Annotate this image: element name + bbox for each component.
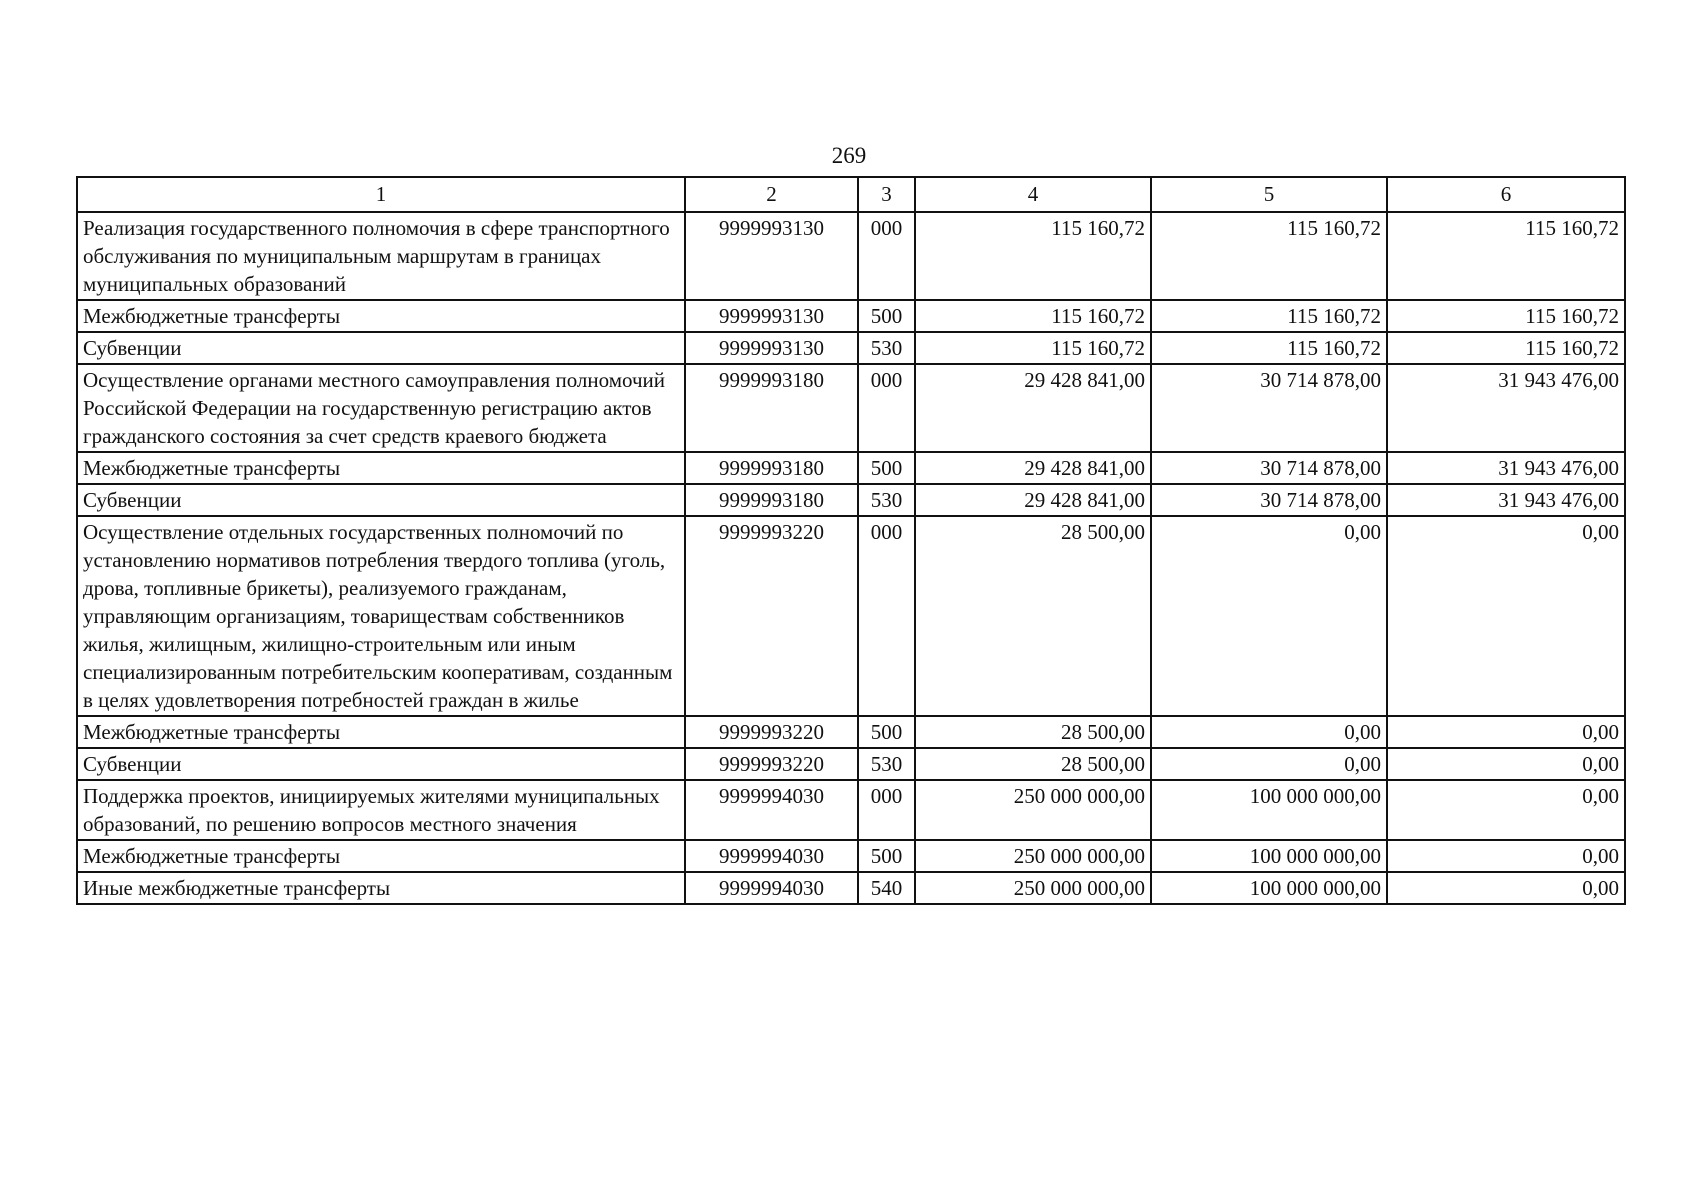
table-row (77, 716, 1625, 748)
target-article-code-cell: 9999993220 (685, 716, 858, 748)
amount-col4-cell: 28 500,00 (915, 516, 1151, 716)
target-article-code-cell: 9999993220 (685, 516, 858, 716)
table-header-row (77, 177, 1625, 212)
expense-kind-code-cell: 530 (858, 484, 915, 516)
page-number: 269 (831, 143, 867, 168)
budget-table (76, 176, 1626, 905)
amount-col6-cell: 115 160,72 (1387, 300, 1625, 332)
amount-col6-cell: 31 943 476,00 (1387, 364, 1625, 452)
amount-col5-cell: 0,00 (1151, 516, 1387, 716)
column-header: 4 (915, 177, 1151, 212)
expense-kind-code-cell: 000 (858, 364, 915, 452)
amount-col5-cell: 30 714 878,00 (1151, 452, 1387, 484)
amount-col4-cell: 115 160,72 (915, 300, 1151, 332)
amount-col5-cell: 115 160,72 (1151, 300, 1387, 332)
table-row (77, 452, 1625, 484)
amount-col4-cell: 29 428 841,00 (915, 484, 1151, 516)
table-row (77, 332, 1625, 364)
amount-col5-cell: 100 000 000,00 (1151, 872, 1387, 904)
amount-col5-cell: 0,00 (1151, 748, 1387, 780)
target-article-code-cell: 9999994030 (685, 840, 858, 872)
table-row (77, 300, 1625, 332)
amount-col4-cell: 115 160,72 (915, 332, 1151, 364)
amount-col6-cell: 0,00 (1387, 780, 1625, 840)
table-row (77, 484, 1625, 516)
amount-col5-cell: 115 160,72 (1151, 332, 1387, 364)
expense-name-cell: Субвенции (77, 748, 685, 780)
expense-name-cell: Осуществление органами местного самоуправления полномочий Российской Федерации на государственную регистрацию актов гражданского состояния за счет средств краевого бюджета (77, 364, 685, 452)
expense-kind-code-cell: 500 (858, 452, 915, 484)
expense-kind-code-cell: 500 (858, 300, 915, 332)
expense-kind-code-cell: 000 (858, 516, 915, 716)
expense-kind-code-cell: 500 (858, 716, 915, 748)
amount-col4-cell: 29 428 841,00 (915, 452, 1151, 484)
expense-name-cell: Реализация государственного полномочия в сфере транспортного обслуживания по муниципальным маршрутам в границах муниципальных образований (77, 212, 685, 300)
expense-name-cell: Межбюджетные трансферты (77, 300, 685, 332)
column-header: 5 (1151, 177, 1387, 212)
target-article-code-cell: 9999993220 (685, 748, 858, 780)
table-row (77, 364, 1625, 452)
expense-name-cell: Субвенции (77, 484, 685, 516)
amount-col4-cell: 28 500,00 (915, 716, 1151, 748)
expense-kind-code-cell: 530 (858, 748, 915, 780)
expense-kind-code-cell: 530 (858, 332, 915, 364)
expense-kind-code-cell: 000 (858, 780, 915, 840)
amount-col5-cell: 0,00 (1151, 716, 1387, 748)
column-header: 3 (858, 177, 915, 212)
amount-col6-cell: 0,00 (1387, 748, 1625, 780)
expense-name-cell: Иные межбюджетные трансферты (77, 872, 685, 904)
amount-col5-cell: 100 000 000,00 (1151, 780, 1387, 840)
expense-kind-code-cell: 540 (858, 872, 915, 904)
amount-col5-cell: 30 714 878,00 (1151, 364, 1387, 452)
amount-col5-cell: 30 714 878,00 (1151, 484, 1387, 516)
amount-col6-cell: 0,00 (1387, 840, 1625, 872)
expense-name-cell: Осуществление отдельных государственных полномочий по установлению нормативов потребления твердого топлива (уголь, дрова, топливные брикеты), реализуемого гражданам, управляющим организациям, товариществам собственников жилья, жилищным, жилищно-строительным или иным специализированным потребительским кооперативам, созданным в целях удовлетворения потребностей граждан в жилье (77, 516, 685, 716)
target-article-code-cell: 9999993180 (685, 452, 858, 484)
target-article-code-cell: 9999994030 (685, 872, 858, 904)
expense-kind-code-cell: 500 (858, 840, 915, 872)
target-article-code-cell: 9999994030 (685, 780, 858, 840)
amount-col6-cell: 0,00 (1387, 716, 1625, 748)
expense-name-cell: Межбюджетные трансферты (77, 716, 685, 748)
amount-col5-cell: 115 160,72 (1151, 212, 1387, 300)
amount-col4-cell: 250 000 000,00 (915, 780, 1151, 840)
column-header: 6 (1387, 177, 1625, 212)
amount-col5-cell: 100 000 000,00 (1151, 840, 1387, 872)
amount-col4-cell: 29 428 841,00 (915, 364, 1151, 452)
amount-col6-cell: 31 943 476,00 (1387, 452, 1625, 484)
amount-col6-cell: 0,00 (1387, 872, 1625, 904)
target-article-code-cell: 9999993180 (685, 364, 858, 452)
expense-name-cell: Межбюджетные трансферты (77, 452, 685, 484)
target-article-code-cell: 9999993130 (685, 212, 858, 300)
expense-name-cell: Межбюджетные трансферты (77, 840, 685, 872)
expense-name-cell: Поддержка проектов, инициируемых жителями муниципальных образований, по решению вопросов местного значения (77, 780, 685, 840)
amount-col4-cell: 250 000 000,00 (915, 872, 1151, 904)
target-article-code-cell: 9999993130 (685, 300, 858, 332)
table-row (77, 872, 1625, 904)
expense-name-cell: Субвенции (77, 332, 685, 364)
amount-col4-cell: 250 000 000,00 (915, 840, 1151, 872)
expense-kind-code-cell: 000 (858, 212, 915, 300)
target-article-code-cell: 9999993130 (685, 332, 858, 364)
amount-col6-cell: 115 160,72 (1387, 212, 1625, 300)
table-row (77, 212, 1625, 300)
column-header: 1 (77, 177, 685, 212)
amount-col6-cell: 0,00 (1387, 516, 1625, 716)
amount-col4-cell: 28 500,00 (915, 748, 1151, 780)
table-row (77, 840, 1625, 872)
table-row (77, 748, 1625, 780)
amount-col4-cell: 115 160,72 (915, 212, 1151, 300)
amount-col6-cell: 31 943 476,00 (1387, 484, 1625, 516)
table-row (77, 780, 1625, 840)
amount-col6-cell: 115 160,72 (1387, 332, 1625, 364)
table-row (77, 516, 1625, 716)
target-article-code-cell: 9999993180 (685, 484, 858, 516)
column-header: 2 (685, 177, 858, 212)
